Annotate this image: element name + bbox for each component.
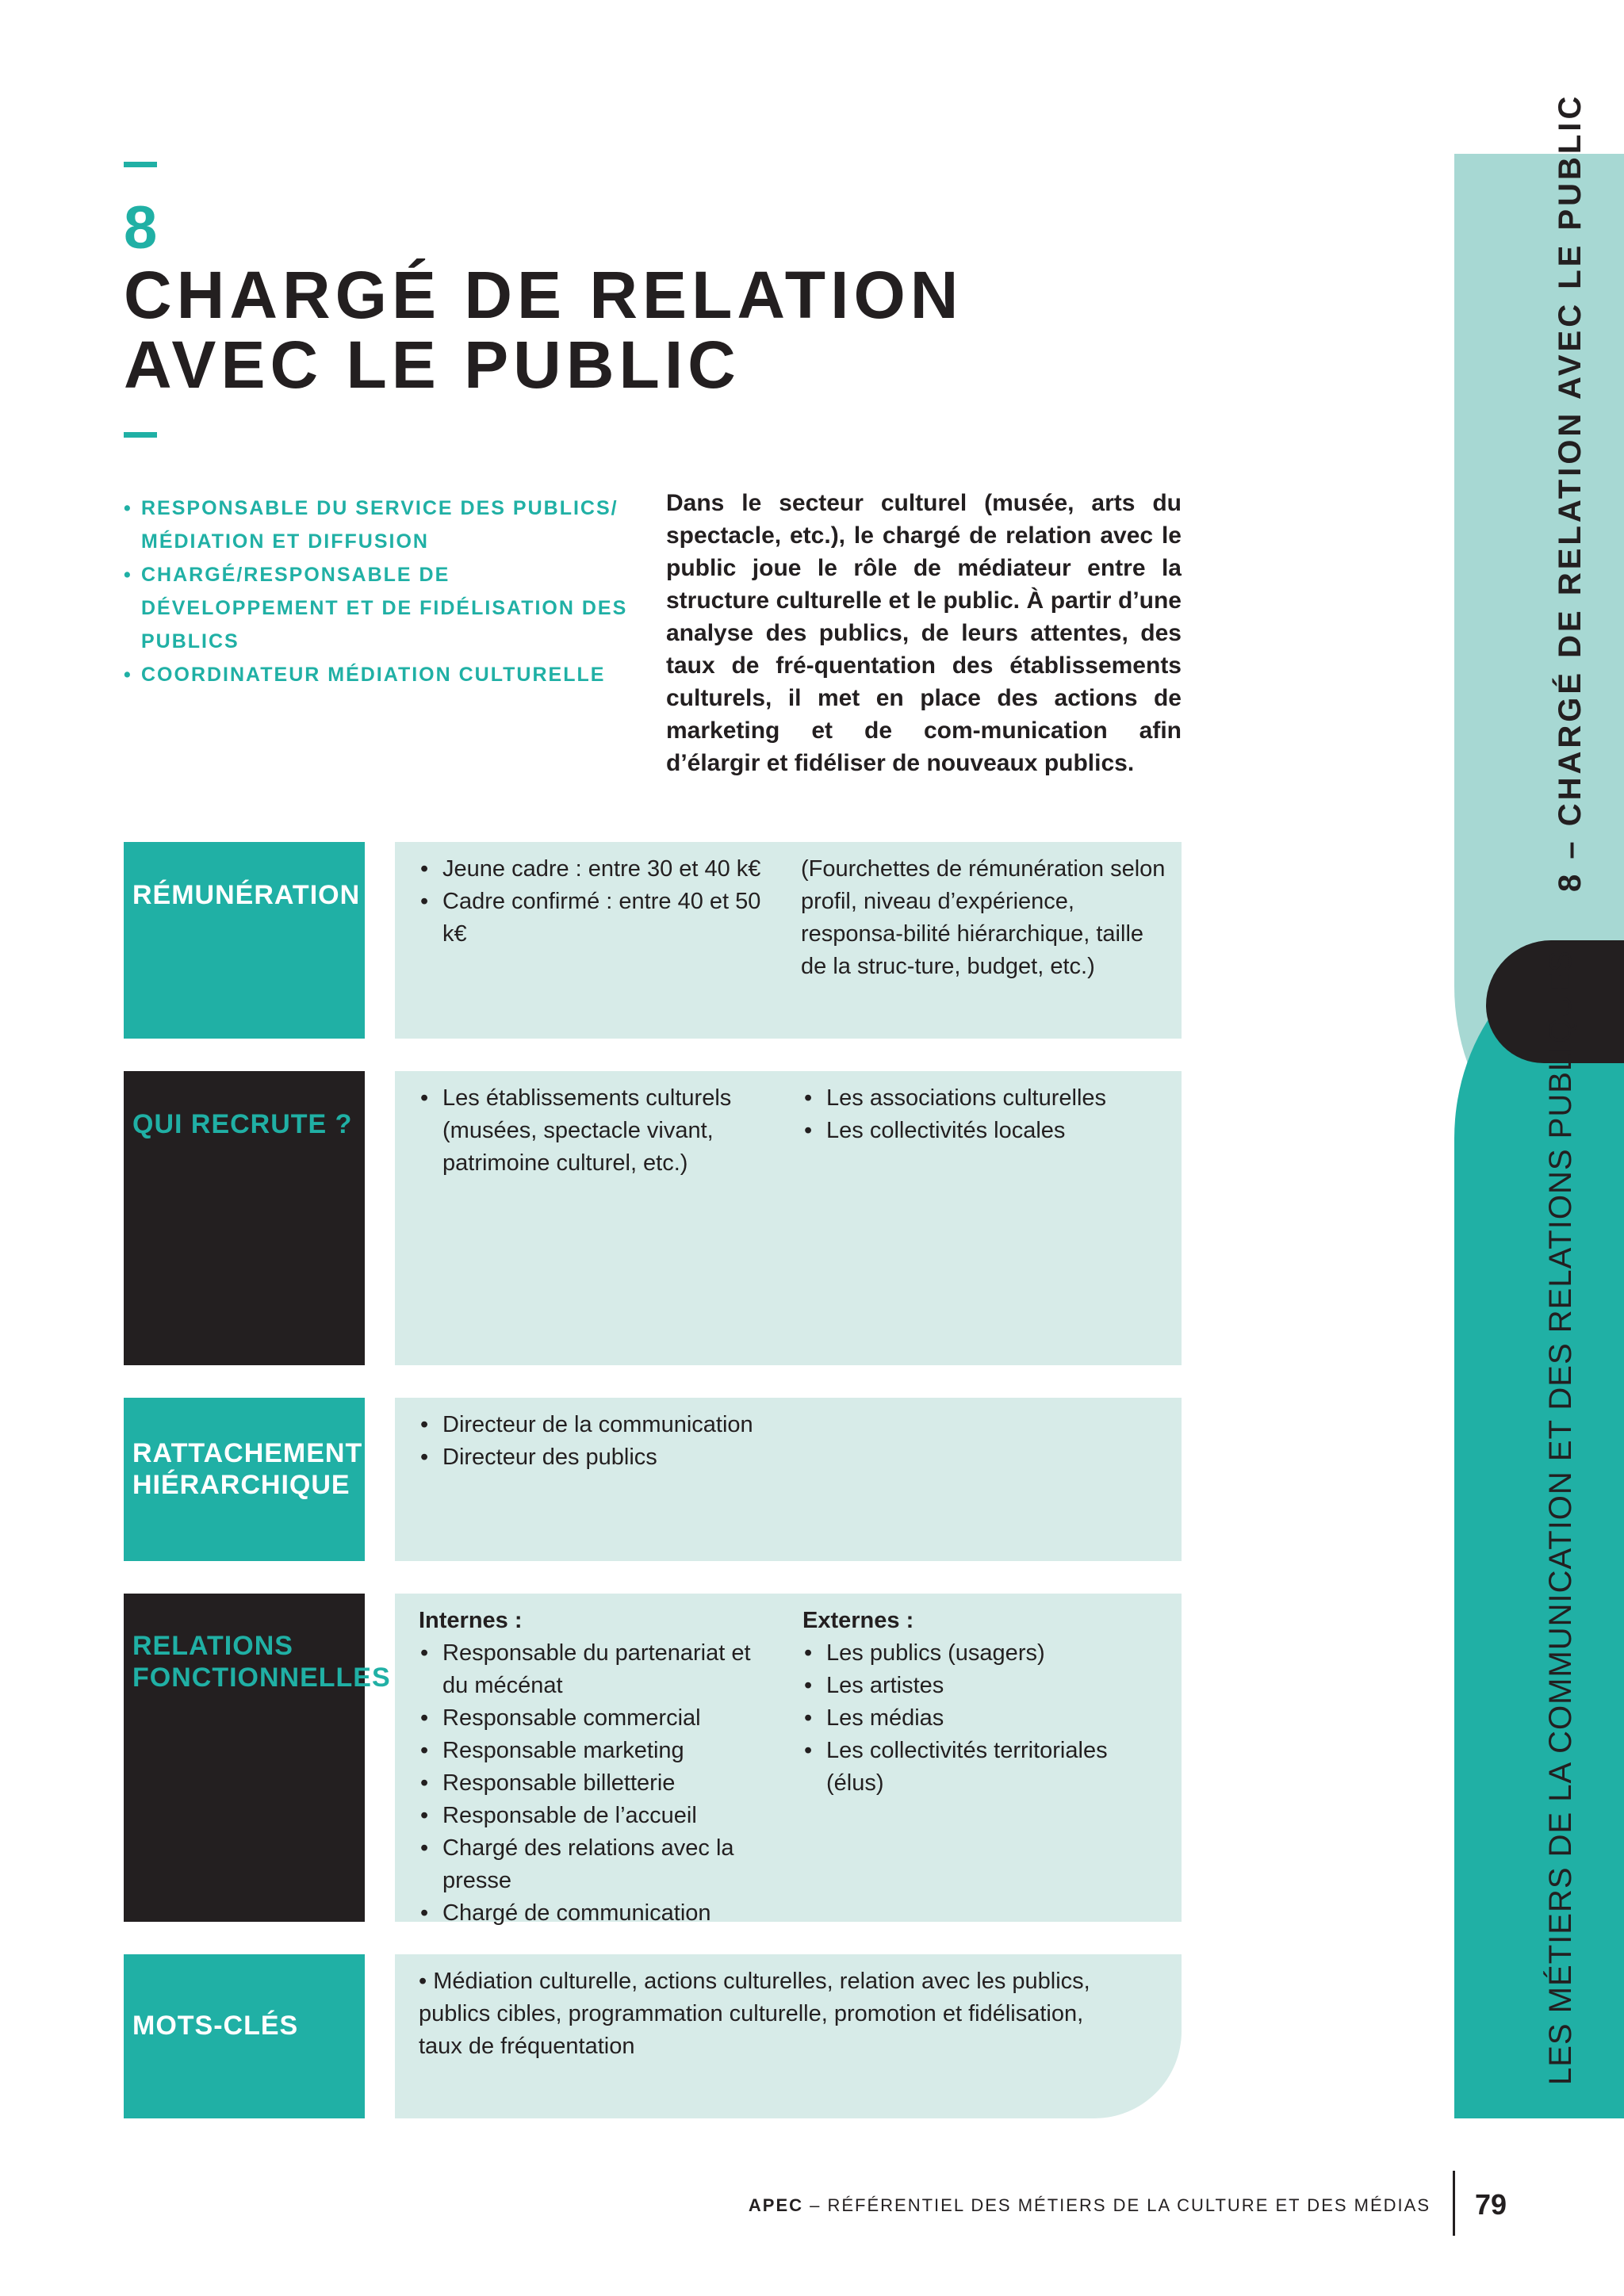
list-item: • Responsable marketing	[420, 1738, 684, 1763]
title-dash-top	[124, 162, 157, 167]
title-line-1: CHARGÉ DE RELATION	[124, 258, 963, 332]
label-keywords: MOTS-CLÉS	[124, 1954, 365, 2118]
list-item: • Chargé des relations avec la presse	[420, 1835, 734, 1893]
internal-heading: Internes :	[419, 1608, 523, 1633]
external-heading: Externes :	[802, 1608, 914, 1633]
chapter-number: 8	[124, 194, 158, 262]
remuneration-note: (Fourchettes de rémunération selon profil, niveau d’expérience, responsa-bilité hiérarchique, taille de la struc-ture, budget, etc.)	[801, 856, 1166, 979]
label-relations: RELATIONS FONCTIONNELLES	[124, 1594, 365, 1922]
title-dash-bottom	[124, 432, 157, 438]
page-number: 79	[1475, 2188, 1507, 2221]
list-item: • Chargé de communication	[420, 1900, 711, 1926]
intro-paragraph: Dans le secteur culturel (musée, arts du spectacle, etc.), le chargé de relation avec le public joue le rôle de médiateur entre la structure culturelle et le public. À partir d’une analyse des publics, de leurs attentes, des taux de fré-quentation des établissements culturels, il met en place des actions de marketing et de com-munication afin d’élargir et fidéliser de nouveaux publics.	[666, 490, 1182, 776]
label-hierarchy: RATTACHEMENT HIÉRARCHIQUE	[124, 1398, 365, 1561]
list-item: • Responsable de l’accueil	[420, 1803, 697, 1828]
keywords-text: • Médiation culturelle, actions culturelles, relation avec les publics, publics cibles, programmation culturelle, promotion et fidélisation, taux de fréquentation	[419, 1969, 1090, 2059]
list-item: • Directeur de la communication	[420, 1412, 753, 1437]
panel-remuneration	[395, 842, 1182, 1039]
list-item: • Les établissements culturels (musées, spectacle vivant, patrimoine culturel, etc.)	[420, 1085, 732, 1176]
list-item: • Les médias	[804, 1705, 944, 1731]
panel-recruiters	[395, 1071, 1182, 1365]
alt-title-item: • RESPONSABLE DU SERVICE DES PUBLICS/ MÉDIATION ET DIFFUSION	[124, 492, 631, 558]
list-item: • Responsable du partenariat et du mécénat	[420, 1640, 751, 1698]
list-item: • Responsable commercial	[420, 1705, 701, 1731]
page-title	[124, 260, 963, 400]
list-item: • Les collectivités territoriales (élus)	[804, 1738, 1108, 1796]
sidebar-section-label: LES MÉTIERS DE LA COMMUNICATION ET DES RELATIONS PUBLIQUES	[1543, 950, 1578, 2085]
bullet: •	[124, 664, 132, 686]
title-line-2: AVEC LE PUBLIC	[124, 327, 741, 402]
sidebar-chapter-label: 8 – CHARGÉ DE RELATION AVEC LE PUBLIC	[1553, 93, 1588, 892]
list-item: • Les collectivités locales	[804, 1118, 1066, 1143]
list-item: • Directeur des publics	[420, 1445, 657, 1470]
alt-title-item: • CHARGÉ/RESPONSABLE DE DÉVELOPPEMENT ET DE FIDÉLISATION DES PUBLICS	[124, 558, 631, 658]
panel-hierarchy	[395, 1398, 1182, 1561]
panel-keywords	[395, 1954, 1182, 2118]
panel-relations	[395, 1594, 1182, 1926]
label-remuneration: RÉMUNÉRATION	[124, 842, 365, 1039]
sidebar-section-band	[1454, 940, 1624, 2118]
label-recruiters: QUI RECRUTE ?	[124, 1071, 365, 1365]
footer-divider	[1453, 2171, 1455, 2236]
list-item: • Jeune cadre : entre 30 et 40 k€	[420, 856, 761, 882]
bullet: •	[124, 497, 132, 519]
alt-titles-list	[124, 492, 631, 691]
list-item: • Les publics (usagers)	[804, 1640, 1045, 1666]
list-item: • Les associations culturelles	[804, 1085, 1107, 1111]
footer-text: APEC – RÉFÉRENTIEL DES MÉTIERS DE LA CULTURE ET DES MÉDIAS	[748, 2195, 1431, 2215]
list-item: • Cadre confirmé : entre 40 et 50 k€	[420, 889, 761, 947]
list-item: • Responsable billetterie	[420, 1770, 676, 1796]
alt-title-item: • COORDINATEUR MÉDIATION CULTURELLE	[124, 658, 631, 691]
bullet: •	[124, 564, 132, 586]
list-item: • Les artistes	[804, 1673, 944, 1698]
